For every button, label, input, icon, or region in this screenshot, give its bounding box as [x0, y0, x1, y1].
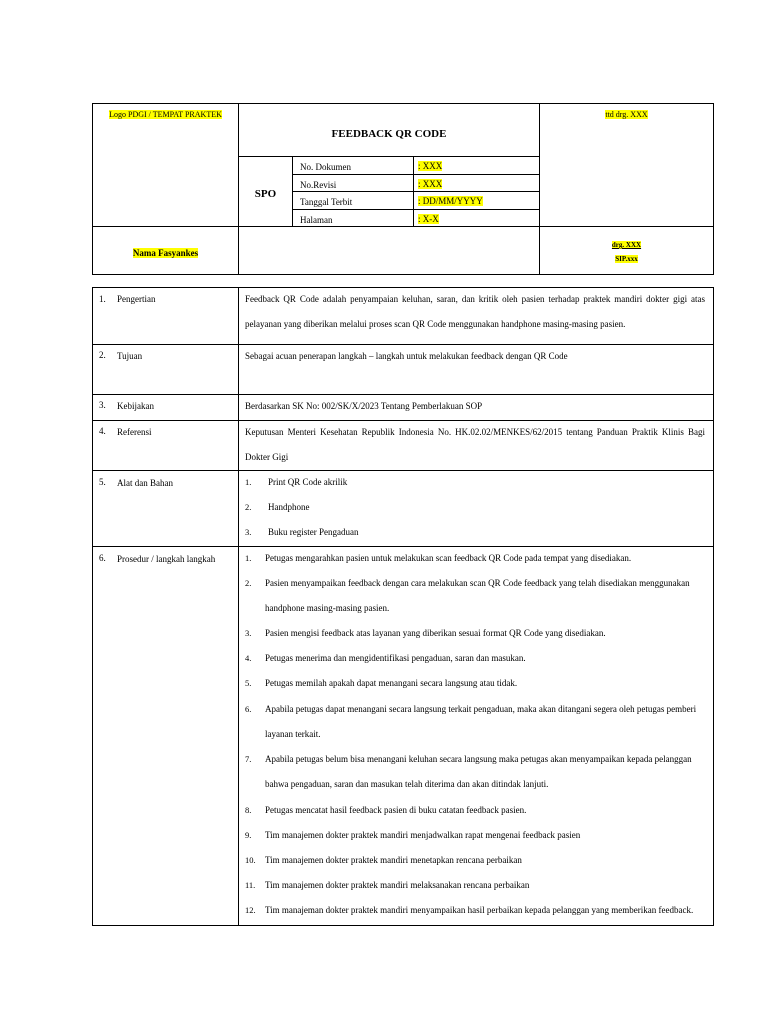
- procedure-step: 10. Tim manajemen dokter praktek mandiri menetapkan rencana perbaikan: [245, 855, 522, 865]
- sip-number: SIP.xxx: [615, 255, 638, 263]
- procedure-step: 11. Tim manajemen dokter praktek mandiri melaksanakan rencana perbaikan: [245, 880, 530, 890]
- procedure-step-continuation: layanan terkait.: [265, 729, 321, 739]
- section-number: 3.: [99, 400, 106, 410]
- doc-number-label: No. Dokumen: [300, 162, 351, 172]
- section-label: Kebijakan: [117, 401, 154, 411]
- section-label: Tujuan: [117, 351, 143, 361]
- facility-name: Nama Fasyankes: [132, 248, 199, 258]
- sop-content-table: [92, 287, 714, 926]
- revision-label: No.Revisi: [300, 180, 337, 190]
- logo-placeholder-label: Logo PDGI / TEMPAT PRAKTEK: [109, 110, 222, 119]
- procedure-step: 3. Pasien mengisi feedback atas layanan yang diberikan sesuai format QR Code yang disediakan.: [245, 628, 606, 638]
- list-item: 1. Print QR Code akrilik: [245, 477, 348, 487]
- procedure-step: 1. Petugas mengarahkan pasien untuk melakukan scan feedback QR Code pada tempat yang disediakan.: [245, 553, 632, 563]
- section-label: Pengertian: [117, 294, 156, 304]
- procedure-step: 7. Apabila petugas belum bisa menangani keluhan secara langsung maka petugas akan menyampaikan kepada pelanggan: [245, 754, 692, 764]
- page-value: : X-X: [418, 214, 439, 224]
- issue-date-label: Tanggal Terbit: [300, 197, 353, 207]
- procedure-step: 4. Petugas menerima dan mengidentifikasi pengaduan, saran dan masukan.: [245, 653, 526, 663]
- page-label: Halaman: [300, 215, 333, 225]
- list-item: 3. Buku register Pengaduan: [245, 527, 359, 537]
- revision-value: : XXX: [418, 179, 443, 189]
- section-number: 1.: [99, 294, 106, 304]
- procedure-step-continuation: handphone masing-masing pasien.: [265, 603, 390, 613]
- section-label: Alat dan Bahan: [117, 478, 173, 488]
- section-number: 6.: [99, 553, 106, 563]
- doc-number-value: : XXX: [418, 161, 443, 171]
- procedure-step: 2. Pasien menyampaikan feedback dengan cara melakukan scan QR Code feedback yang telah disediakan menggunakan: [245, 578, 690, 588]
- section-number: 4.: [99, 426, 106, 436]
- section-text: Berdasarkan SK No: 002/SK/X/2023 Tentang Pemberlakuan SOP: [245, 401, 483, 411]
- section-label: Referensi: [117, 427, 152, 437]
- section-text: Feedback QR Code adalah penyampaian keluhan, saran, dan kritik oleh pasien terhadap praktek mandiri dokter gigi atas pelayanan yang diberikan melalui proses scan QR Code menggunakan handphone masing-masing pasien.: [245, 294, 705, 329]
- section-text: Sebagai acuan penerapan langkah – langkah untuk melakukan feedback dengan QR Code: [245, 351, 568, 361]
- doctor-name: drg. XXX: [611, 241, 642, 249]
- section-label: Prosedur / langkah langkah: [117, 554, 216, 564]
- procedure-step-continuation: bahwa pengaduan, saran dan masukan telah diterima dan akan ditindak lanjuti.: [265, 779, 549, 789]
- signature-placeholder: ttd drg. XXX: [605, 110, 648, 119]
- procedure-step: 12. Tim manajeman dokter praktek mandiri menyampaikan hasil perbaikan kepada pelanggan yang memberikan feedback.: [245, 905, 694, 915]
- procedure-step: 5. Petugas memilah apakah dapat menangani secara langsung atau tidak.: [245, 678, 518, 688]
- issue-date-value: : DD/MM/YYYY: [418, 196, 483, 206]
- section-number: 2.: [99, 350, 106, 360]
- section-text: Keputusan Menteri Kesehatan Republik Indonesia No. HK.02.02/MENKES/62/2015 tentang Panduan Praktik Klinis Bagi Dokter Gigi: [245, 427, 705, 462]
- procedure-step: 9. Tim manajemen dokter praktek mandiri menjadwalkan rapat mengenai feedback pasien: [245, 830, 581, 840]
- spo-label: SPO: [254, 188, 277, 200]
- section-number: 5.: [99, 477, 106, 487]
- procedure-step: 6. Apabila petugas dapat menangani secara langsung terkait pengaduan, maka akan ditangani segera oleh petugas pemberi: [245, 704, 697, 714]
- document-header-table: [92, 103, 714, 275]
- document-title: FEEDBACK QR CODE: [331, 128, 447, 140]
- list-item: 2. Handphone: [245, 502, 310, 512]
- procedure-step: 8. Petugas mencatat hasil feedback pasien di buku catatan feedback pasien.: [245, 805, 527, 815]
